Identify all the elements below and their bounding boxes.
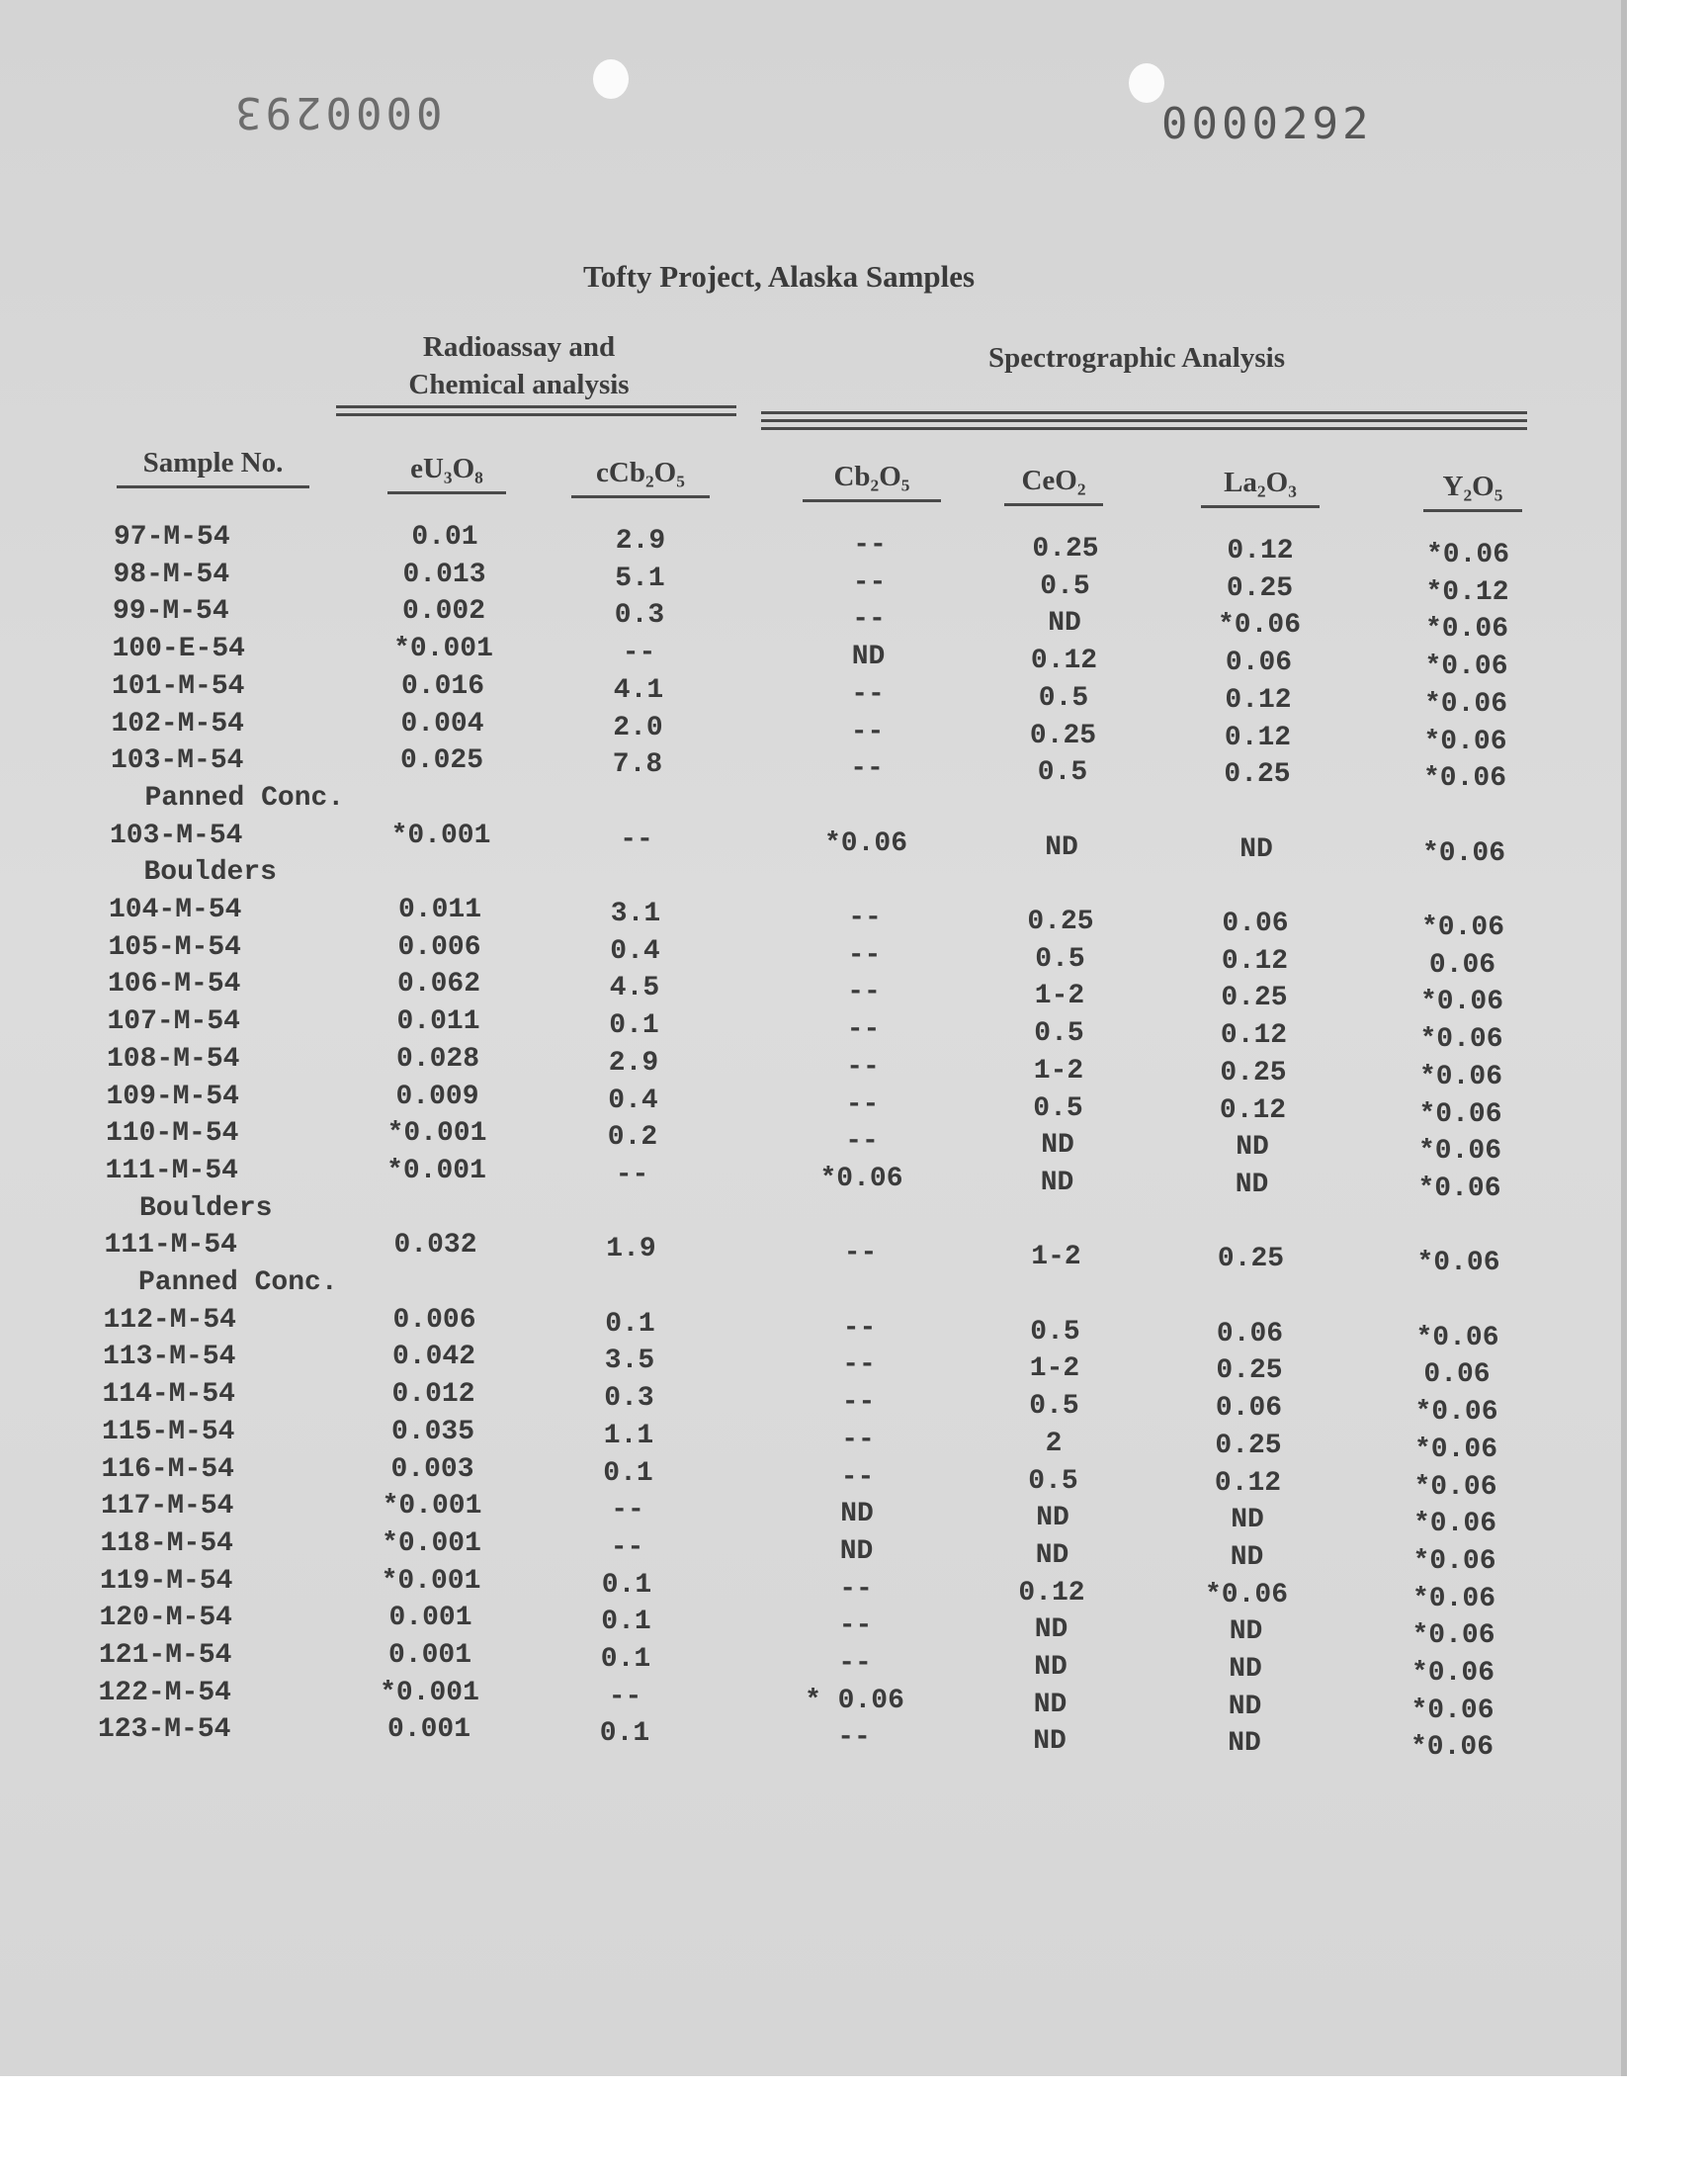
cell-y2o5: 0.06 [1428, 949, 1496, 981]
cell-y2o5: *0.06 [1419, 1024, 1503, 1056]
cell-ccb2o5: 0.2 [607, 1122, 658, 1154]
cell-y2o5: *0.06 [1410, 1695, 1494, 1726]
cell-y2o5: 0.06 [1423, 1359, 1491, 1391]
cell-y2o5: *0.06 [1424, 652, 1508, 683]
cell-cb2o5: * 0.06 [805, 1685, 904, 1716]
document-title: Tofty Project, Alaska Samples [583, 259, 976, 294]
section-note: Boulders [143, 857, 277, 889]
cell-la2o3: ND [1235, 1169, 1269, 1200]
cell-ceo2: ND [1033, 1726, 1067, 1758]
cell-ceo2: 1-2 [1033, 1055, 1084, 1087]
cell-la2o3: ND [1231, 1505, 1264, 1536]
group-header-radioassay-line2: Chemical analysis [408, 369, 630, 400]
cell-cb2o5: -- [847, 939, 882, 971]
cell-eu3o8: 0.062 [396, 969, 480, 1000]
cell-la2o3: ND [1236, 1132, 1269, 1164]
cell-la2o3: *0.06 [1204, 1579, 1288, 1610]
cell-eu3o8: 0.001 [386, 1714, 470, 1746]
cell-la2o3: 0.06 [1225, 648, 1293, 679]
cell-ccb2o5: 0.1 [601, 1607, 651, 1638]
cell-sample-no: 115-M-54 [102, 1416, 235, 1447]
cell-y2o5: *0.12 [1425, 576, 1509, 608]
cell-ccb2o5: -- [608, 1681, 642, 1712]
cell-ceo2: 0.5 [1035, 943, 1085, 975]
cell-ccb2o5: 7.8 [612, 749, 663, 781]
cell-eu3o8: *0.001 [386, 1155, 486, 1186]
cell-eu3o8: 0.012 [391, 1379, 475, 1411]
cell-eu3o8: 0.009 [395, 1081, 479, 1112]
cell-sample-no: 105-M-54 [108, 931, 241, 963]
cell-ccb2o5: -- [610, 1531, 644, 1563]
group-header-spectrographic: Spectrographic Analysis [988, 342, 1285, 374]
cell-eu3o8: 0.01 [411, 522, 478, 553]
cell-la2o3: ND [1229, 1616, 1263, 1648]
cell-ceo2: 1-2 [1034, 981, 1085, 1012]
cell-eu3o8: 0.003 [390, 1453, 474, 1485]
col-header-la2o3-label: La₂O₃ [1224, 467, 1297, 498]
section-note: Boulders [139, 1192, 273, 1224]
cell-ccb2o5: 0.3 [604, 1383, 654, 1415]
cell-cb2o5: -- [853, 530, 887, 561]
cell-eu3o8: 0.042 [391, 1342, 475, 1373]
cell-sample-no: 104-M-54 [109, 895, 242, 925]
cell-sample-no: 117-M-54 [101, 1491, 234, 1522]
cell-la2o3: 0.06 [1222, 909, 1289, 939]
cell-y2o5: *0.06 [1418, 1098, 1502, 1130]
cell-cb2o5: -- [838, 1648, 872, 1679]
cell-y2o5: *0.06 [1412, 1509, 1496, 1540]
cell-y2o5: *0.06 [1414, 1397, 1498, 1429]
cell-ccb2o5: 0.1 [600, 1644, 651, 1675]
cell-eu3o8: *0.001 [393, 634, 493, 665]
cell-la2o3: 0.25 [1224, 759, 1291, 791]
cell-eu3o8: 0.001 [388, 1603, 472, 1634]
cell-ceo2: 2 [1045, 1428, 1063, 1459]
cell-sample-no: 123-M-54 [98, 1714, 231, 1746]
cell-la2o3: ND [1228, 1728, 1261, 1760]
cell-eu3o8: *0.001 [382, 1527, 481, 1559]
cell-eu3o8: 0.035 [390, 1416, 474, 1447]
cell-cb2o5: ND [851, 642, 886, 673]
cell-sample-no: 100-E-54 [112, 634, 245, 665]
cell-cb2o5: -- [850, 716, 885, 747]
cell-sample-no: 107-M-54 [107, 1006, 240, 1038]
cell-ceo2: 0.12 [1018, 1577, 1085, 1609]
group-header-radioassay-line1: Radioassay and [422, 331, 616, 363]
cell-ccb2o5: 3.1 [610, 899, 661, 929]
cell-y2o5: *0.06 [1413, 1434, 1497, 1465]
cell-cb2o5: -- [838, 1610, 873, 1642]
cell-sample-no: 113-M-54 [103, 1342, 236, 1373]
cell-sample-no: 110-M-54 [106, 1118, 239, 1150]
cell-eu3o8: 0.025 [399, 745, 483, 777]
cell-ceo2: 0.5 [1034, 1018, 1084, 1050]
cell-la2o3: 0.12 [1214, 1467, 1282, 1499]
cell-cb2o5: -- [842, 1312, 877, 1344]
cell-cb2o5: -- [847, 977, 881, 1008]
cell-ccb2o5: 0.4 [610, 935, 660, 967]
cell-la2o3: 0.25 [1220, 1057, 1287, 1088]
cell-ceo2: 0.5 [1033, 1092, 1083, 1124]
cell-la2o3: 0.25 [1215, 1430, 1282, 1461]
cell-eu3o8: 0.006 [392, 1304, 476, 1336]
cell-ccb2o5: 1.9 [606, 1234, 656, 1265]
cell-y2o5: *0.06 [1409, 1732, 1494, 1764]
cell-sample-no: 119-M-54 [100, 1565, 233, 1597]
cell-ccb2o5: 3.5 [604, 1346, 655, 1377]
cell-ccb2o5: 0.1 [609, 1010, 659, 1042]
cell-y2o5: *0.06 [1417, 1136, 1501, 1168]
cell-eu3o8: 0.016 [400, 670, 484, 702]
cell-ccb2o5: -- [611, 1495, 644, 1526]
cell-sample-no: 121-M-54 [99, 1640, 232, 1671]
cell-cb2o5: -- [852, 566, 887, 598]
cell-la2o3: 0.12 [1225, 684, 1292, 716]
cell-sample-no: 116-M-54 [101, 1453, 234, 1485]
cell-ceo2: 1-2 [1029, 1353, 1080, 1385]
cell-ccb2o5: 0.3 [614, 600, 665, 632]
cell-ceo2: 1-2 [1031, 1242, 1081, 1273]
cell-sample-no: 109-M-54 [106, 1081, 239, 1112]
cell-cb2o5: -- [846, 1014, 881, 1046]
col-header-eu3o8-label: eU₃O₈ [410, 453, 483, 484]
cell-sample-no: 106-M-54 [108, 969, 241, 1000]
col-header-ceo2-label: CeO₂ [1021, 465, 1086, 496]
cell-cb2o5: -- [839, 1573, 873, 1605]
cell-ceo2: 0.12 [1030, 646, 1098, 677]
cell-cb2o5: ND [840, 1499, 874, 1530]
cell-sample-no: 99-M-54 [113, 596, 229, 628]
cell-cb2o5: *0.06 [819, 1163, 903, 1194]
cell-cb2o5: -- [837, 1722, 871, 1754]
cell-sample-no: 122-M-54 [98, 1677, 231, 1708]
cell-eu3o8: 0.028 [395, 1043, 479, 1075]
page-edge-shadow [1621, 0, 1627, 2076]
cell-sample-no: 103-M-54 [110, 820, 243, 851]
cell-la2o3: ND [1239, 833, 1273, 865]
cell-cb2o5: -- [845, 1088, 880, 1120]
cell-ceo2: ND [1045, 831, 1078, 863]
cell-ccb2o5: 5.1 [615, 563, 665, 594]
cell-eu3o8: *0.001 [386, 1118, 487, 1150]
cell-cb2o5: ND [839, 1535, 874, 1567]
cell-eu3o8: *0.001 [381, 1565, 481, 1597]
cell-y2o5: *0.06 [1410, 1658, 1494, 1689]
section-note: Panned Conc. [144, 782, 345, 814]
cell-ccb2o5: 0.1 [599, 1718, 650, 1750]
cell-cb2o5: -- [851, 678, 885, 710]
cell-ceo2: ND [1040, 1167, 1074, 1198]
cell-ceo2: 0.5 [1037, 757, 1088, 789]
cell-cb2o5: -- [841, 1387, 876, 1419]
cell-sample-no: 102-M-54 [111, 708, 244, 740]
cell-y2o5: *0.06 [1411, 1620, 1495, 1652]
cell-y2o5: *0.06 [1420, 913, 1504, 943]
cell-ceo2: 0.5 [1028, 1465, 1078, 1497]
cell-y2o5: *0.06 [1413, 1471, 1497, 1503]
cell-eu3o8: 0.004 [400, 708, 484, 740]
cell-ceo2: 0.25 [1029, 720, 1097, 751]
cell-y2o5: *0.06 [1424, 614, 1508, 646]
cell-y2o5: *0.06 [1418, 1061, 1502, 1092]
cell-ceo2: ND [1035, 1539, 1069, 1571]
cell-eu3o8: 0.011 [397, 895, 481, 925]
cell-y2o5: *0.06 [1415, 1322, 1499, 1353]
col-header-cb2o5-label: Cb₂O₅ [833, 461, 910, 492]
cell-la2o3: 0.12 [1219, 1094, 1287, 1126]
cell-cb2o5: -- [850, 753, 884, 785]
cell-cb2o5: *0.06 [823, 827, 907, 859]
cell-y2o5: *0.06 [1423, 688, 1507, 720]
cell-la2o3: ND [1230, 1541, 1264, 1573]
cell-la2o3: 0.12 [1220, 1020, 1288, 1052]
cell-la2o3: *0.06 [1217, 610, 1301, 642]
cell-ccb2o5: 2.9 [608, 1047, 659, 1079]
page-stamp-number: 0000292 [1161, 99, 1373, 149]
cell-sample-no: 114-M-54 [102, 1379, 235, 1411]
cell-ceo2: ND [1034, 1652, 1068, 1683]
cell-la2o3: 0.25 [1216, 1355, 1283, 1387]
cell-eu3o8: 0.002 [401, 596, 485, 628]
cell-ccb2o5: 0.1 [601, 1569, 652, 1601]
cell-y2o5: *0.06 [1422, 763, 1506, 795]
cell-sample-no: 97-M-54 [114, 522, 230, 553]
cell-y2o5: *0.06 [1423, 726, 1507, 757]
cell-ccb2o5: 1.1 [603, 1420, 654, 1451]
cell-ccb2o5: 2.0 [613, 712, 663, 743]
cell-sample-no: 120-M-54 [99, 1603, 232, 1634]
cell-cb2o5: -- [842, 1349, 876, 1381]
col-header-y2o5-label: Y₂O₅ [1442, 471, 1503, 502]
cell-y2o5: *0.06 [1425, 540, 1509, 570]
cell-eu3o8: 0.011 [396, 1006, 480, 1038]
cell-ceo2: ND [1033, 1689, 1068, 1720]
col-header-ccb2o5-label: cCb₂O₅ [596, 457, 685, 488]
cell-ccb2o5: 0.4 [608, 1085, 658, 1116]
col-header-sample-no-label: Sample No. [142, 447, 284, 478]
cell-ceo2: ND [1048, 608, 1081, 640]
cell-sample-no: 103-M-54 [111, 745, 244, 777]
cell-eu3o8: 0.013 [402, 559, 486, 590]
cell-ceo2: ND [1041, 1130, 1074, 1162]
cell-cb2o5: -- [840, 1461, 875, 1493]
cell-la2o3: 0.06 [1215, 1393, 1283, 1425]
page-stamp-mirrored: 0000293 [231, 87, 443, 137]
cell-sample-no: 111-M-54 [104, 1230, 237, 1262]
cell-sample-no: 101-M-54 [112, 670, 245, 702]
cell-cb2o5: -- [846, 1051, 880, 1083]
cell-ceo2: 0.5 [1040, 570, 1090, 602]
cell-y2o5: *0.06 [1417, 1173, 1501, 1204]
cell-cb2o5: -- [841, 1424, 875, 1455]
cell-ceo2: ND [1034, 1614, 1068, 1646]
cell-ccb2o5: 4.1 [613, 674, 664, 706]
cell-sample-no: 112-M-54 [103, 1304, 236, 1336]
cell-cb2o5: -- [852, 604, 886, 636]
cell-ceo2: 0.25 [1027, 907, 1094, 937]
cell-cb2o5: -- [845, 1126, 879, 1158]
cell-ccb2o5: 0.1 [605, 1308, 655, 1340]
cell-la2o3: ND [1228, 1691, 1262, 1722]
cell-y2o5: *0.06 [1421, 837, 1505, 869]
cell-ceo2: 0.5 [1029, 1391, 1079, 1423]
cell-eu3o8: *0.001 [380, 1677, 479, 1708]
cell-la2o3: 0.06 [1216, 1318, 1284, 1349]
cell-la2o3: 0.12 [1221, 945, 1289, 977]
cell-eu3o8: *0.001 [390, 820, 491, 851]
cell-la2o3: 0.25 [1226, 572, 1294, 604]
cell-y2o5: *0.06 [1416, 1248, 1500, 1279]
section-note: Panned Conc. [138, 1267, 338, 1298]
cell-eu3o8: 0.032 [393, 1230, 477, 1262]
cell-la2o3: ND [1229, 1654, 1262, 1685]
cell-eu3o8: 0.001 [387, 1640, 471, 1671]
cell-ccb2o5: -- [622, 638, 656, 669]
cell-y2o5: *0.06 [1419, 987, 1503, 1018]
cell-la2o3: 0.12 [1224, 722, 1292, 753]
cell-sample-no: 108-M-54 [107, 1043, 240, 1075]
cell-cb2o5: -- [848, 903, 882, 933]
cell-la2o3: 0.25 [1217, 1244, 1285, 1275]
cell-sample-no: 118-M-54 [100, 1527, 233, 1559]
cell-ccb2o5: 4.5 [609, 973, 660, 1004]
cell-la2o3: 0.12 [1227, 536, 1294, 566]
cell-ccb2o5: 2.9 [615, 526, 666, 557]
cell-eu3o8: *0.001 [382, 1491, 482, 1522]
cell-la2o3: 0.25 [1221, 983, 1288, 1014]
cell-cb2o5: -- [843, 1238, 878, 1269]
cell-ccb2o5: 0.1 [603, 1457, 653, 1489]
cell-ceo2: 0.5 [1038, 682, 1089, 714]
cell-sample-no: 98-M-54 [113, 559, 230, 590]
cell-ccb2o5: -- [620, 824, 653, 855]
cell-ccb2o5: -- [615, 1159, 649, 1190]
cell-sample-no: 111-M-54 [105, 1155, 238, 1186]
cell-ceo2: ND [1036, 1503, 1069, 1534]
cell-ceo2: 0.5 [1030, 1316, 1080, 1348]
cell-y2o5: *0.06 [1411, 1583, 1495, 1614]
cell-eu3o8: 0.006 [397, 931, 481, 963]
cell-y2o5: *0.06 [1412, 1545, 1496, 1577]
cell-ceo2: 0.25 [1032, 534, 1099, 565]
